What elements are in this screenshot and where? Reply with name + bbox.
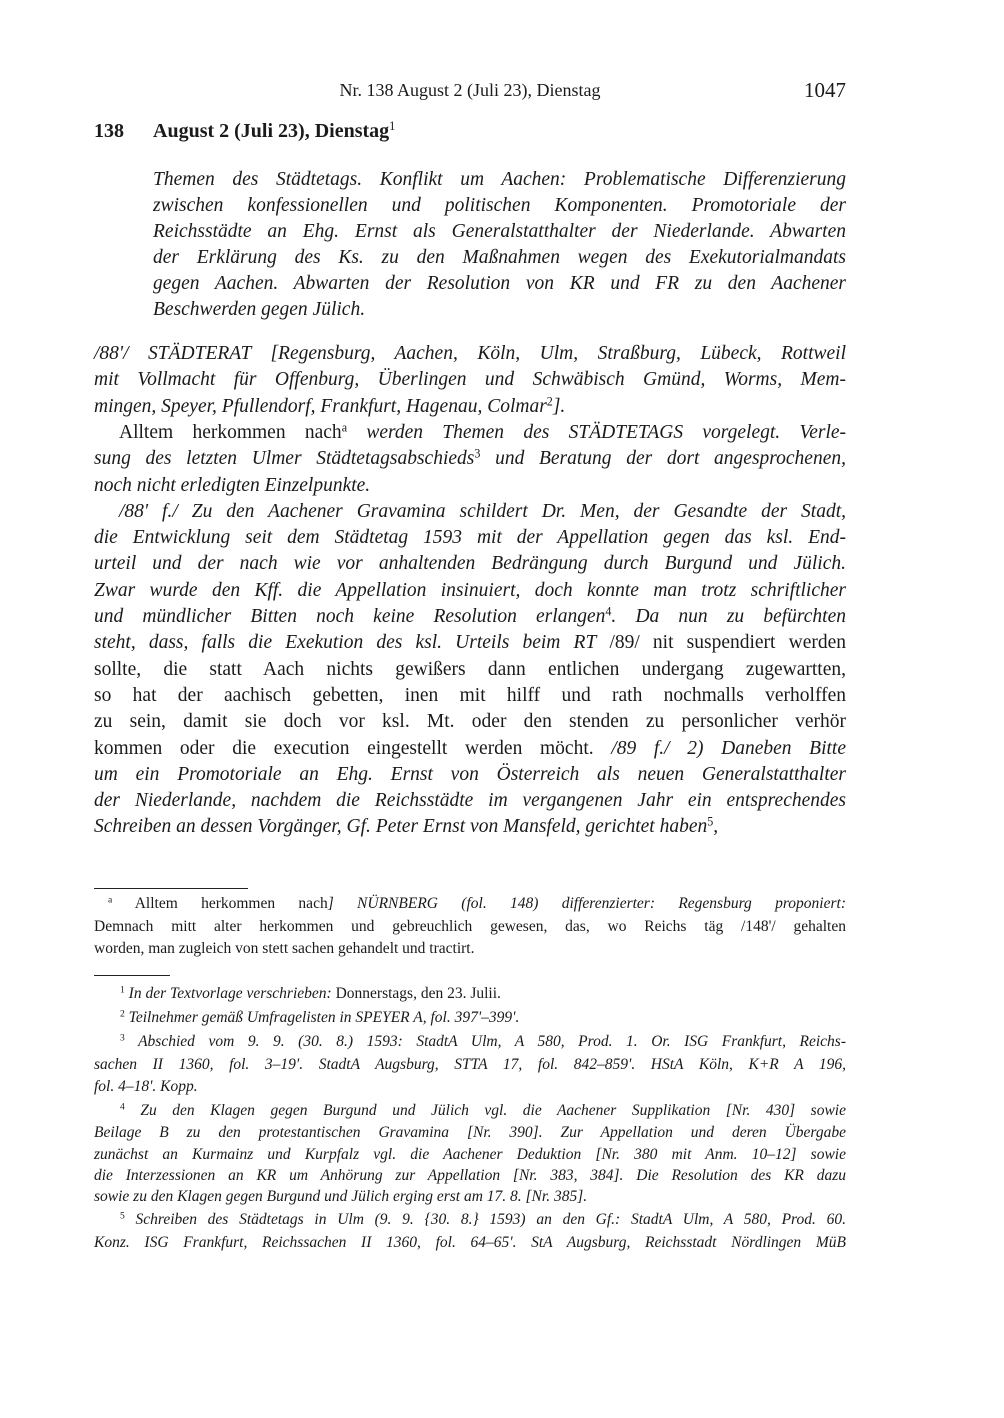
main-line: [94, 737, 846, 761]
note-marker: 5: [120, 1210, 125, 1222]
main-line: [94, 368, 846, 392]
footnotes-line: [94, 1077, 846, 1097]
main-line: [94, 789, 846, 813]
note-marker: 2: [120, 1008, 125, 1020]
main-line: [94, 474, 846, 498]
footnotes-line: [94, 1233, 846, 1253]
note-marker: 3: [474, 446, 481, 461]
summary-line: [153, 168, 846, 192]
main-line: [94, 342, 846, 366]
textual_notes-line: [94, 917, 846, 937]
text-segment: urteil und der nach wie vor anhaltenden Bedrängung durch Burgund und Jülich.: [94, 553, 846, 575]
text-segment: /88' f./ Zu den Aachener Gravamina schildert Dr. Men, der Gesandte der Stadt,: [119, 500, 846, 522]
note-marker: 4: [605, 604, 612, 619]
text-segment: Schreiben an dessen Vorgänger, Gf. Peter Ernst von Mansfeld, gerichtet haben: [94, 816, 708, 838]
main-line: [94, 526, 846, 550]
text-segment: sollte, die statt Aach nichts gewißers dann entlichen undergang zugewartten,: [94, 658, 846, 680]
document-heading: [94, 119, 396, 143]
note-marker: 3: [120, 1032, 125, 1044]
text-segment: sowie zu den Klagen gegen Burgund und Jülich erging erst am 17. 8. [Nr. 385].: [94, 1188, 588, 1205]
textual_notes-line: [108, 894, 846, 914]
text-segment: mit Vollmacht für Offenburg, Überlingen und Schwäbisch Gmünd, Worms, Mem-: [94, 369, 846, 391]
text-segment: gegen Aachen. Abwarten der Resolution von KR und FR zu den Aachener: [153, 273, 846, 294]
footnotes-line: [94, 1166, 846, 1186]
summary-line: [153, 272, 846, 296]
summary-line: [153, 298, 846, 322]
text-segment: der Erklärung des Ks. zu den Maßnahmen wegen des Exekutorialmandats: [153, 247, 846, 268]
text-segment: Reichsstädte an Ehg. Ernst als Generalstatthalter der Niederlande. Abwarten: [153, 221, 846, 242]
document-number: 138: [94, 120, 124, 142]
footnotes-line: [120, 1032, 846, 1052]
main-line: [94, 447, 846, 471]
text-segment: Teilnehmer gemäß Umfragelisten in SPEYER A, fol. 397'–399'.: [124, 1009, 520, 1026]
document-title-text: August 2 (Juli 23), Dienstag: [153, 120, 390, 142]
footnotes-rule: [94, 975, 170, 976]
footnotes-line: [120, 1210, 846, 1230]
summary-line: [153, 246, 846, 270]
main-line: [94, 631, 846, 655]
footnotes-line: [94, 1187, 846, 1207]
note-marker: 5: [707, 814, 714, 829]
note-marker: a: [108, 894, 113, 906]
note-marker: 4: [120, 1101, 125, 1113]
text-segment: mingen, Speyer, Pfullendorf, Frankfurt, Hagenau, Colmar: [94, 395, 547, 417]
text-segment: Konz. ISG Frankfurt, Reichssachen II 1360, fol. 64–65'. StA Augsburg, Reichsstadt Nördlingen MüB: [94, 1234, 846, 1251]
text-segment: die Entwicklung seit dem Städtetag 1593 mit der Appellation gegen das ksl. End-: [94, 527, 846, 549]
footnotes-line: [120, 1101, 846, 1121]
footnotes-line: [94, 1055, 846, 1075]
text-segment: Demnach mitt alter herkommen und gebreuchlich gewesen, das, wo Reichs täg /148'/ gehalten: [94, 917, 846, 935]
footnotes-line: [120, 984, 846, 1004]
text-segment: worden, man zugleich von stett sachen gehandelt und tractirt.: [94, 940, 475, 957]
text-segment: sung des letzten Ulmer Städtetagsabschieds: [94, 448, 475, 470]
document-title: [153, 120, 395, 143]
text-segment: /89 f./ 2) Daneben Bitte: [593, 737, 847, 759]
text-segment: die Interzessionen an KR um Anhörung zur Appellation [Nr. 383, 384]. Die Resolution des KR dazu: [94, 1167, 846, 1184]
text-segment: Schreiben des Städtetags in Ulm (9. 9. {30. 8.} 1593) an den Gf.: StadtA Ulm, A 580, Prod. 60.: [124, 1211, 846, 1228]
main-line: [94, 658, 846, 682]
summary-line: [153, 194, 846, 218]
text-segment: um ein Promotoriale an Ehg. Ernst von Österreich als neuen Generalstatthalter: [94, 763, 846, 785]
text-segment: /88'/ STÄDTERAT [Regensburg, Aachen, Köln, Ulm, Straßburg, Lübeck, Rottweil: [94, 343, 846, 364]
text-segment: ].: [552, 395, 566, 417]
footnotes-line: [94, 1145, 846, 1165]
summary-line: [153, 220, 846, 244]
text-segment: noch nicht erledigten Einzelpunkte.: [94, 474, 371, 496]
footnotes-line: [120, 1008, 846, 1028]
text-segment: zwischen konfessionellen und politischen Komponenten. Promotoriale der: [153, 195, 846, 216]
text-segment: so hat der aachisch gebetten, inen mit hilff und rath nochmalls verholffen: [94, 684, 846, 706]
main-line: [94, 395, 846, 419]
note-marker: 1: [120, 984, 125, 996]
main-line: [94, 815, 846, 839]
main-line: [94, 552, 846, 576]
text-segment: Alltem herkommen nach: [112, 895, 328, 912]
text-segment: und mündlicher Bitten noch keine Resolution erlangen: [94, 606, 606, 627]
note-marker: a: [341, 420, 348, 435]
main-line: [94, 684, 846, 708]
text-segment: zunächst an Kurmainz und Kurpfalz vgl. die Aachener Deduktion [Nr. 380 mit Anm. 10–12] sowie: [94, 1146, 846, 1163]
text-segment: fol. 4–18'. Kopp.: [94, 1078, 198, 1095]
text-segment: Beilage B zu den protestantischen Gravamina [Nr. 390]. Zur Appellation und deren Übergabe: [94, 1124, 846, 1141]
text-segment: Abschied vom 9. 9. (30. 8.) 1593: StadtA Ulm, A 580, Prod. 1. Or. ISG Frankfurt, Reichs-: [124, 1033, 846, 1050]
text-segment: Zwar wurde den Kff. die Appellation insinuiert, doch konnte man trotz schriftlicher: [94, 579, 846, 601]
footnote-ref: 1: [389, 119, 396, 134]
text-segment: zu sein, damit sie doch vor ksl. Mt. oder den stenden zu personlicher verhör: [94, 711, 846, 733]
text-segment: kommen oder die execution eingestellt werden möcht.: [94, 737, 594, 759]
running-title: Nr. 138 August 2 (Juli 23), Dienstag: [339, 80, 601, 100]
text-segment: ] NÜRNBERG (fol. 148) differenzierter: Regensburg proponiert:: [327, 895, 846, 912]
main-line: [94, 605, 846, 629]
text-segment: sachen II 1360, fol. 3–19'. StadtA Augsburg, STTA 17, fol. 842–859'. HStA Köln, K+R A 196,: [94, 1056, 846, 1073]
text-segment: der Niederlande, nachdem die Reichsstädte im vergangenen Jahr ein entsprechendes: [94, 790, 846, 812]
text-segment: ,: [713, 816, 719, 838]
text-segment: werden Themen des STÄDTETAGS vorgelegt. Verle-: [347, 421, 847, 443]
text-segment: /89/ nit suspendiert werden: [596, 632, 846, 654]
text-segment: steht, dass, falls die Exekution des ksl. Urteils beim RT: [94, 632, 597, 654]
note-marker: 2: [546, 393, 553, 408]
main-line: [119, 421, 846, 445]
text-segment: Alltem herkommen nach: [119, 421, 342, 443]
text-segment: Themen des Städtetags. Konflikt um Aachen: Problematische Differenzierung: [153, 169, 846, 190]
main-line: [94, 763, 846, 787]
text-segment: Zu den Klagen gegen Burgund und Jülich vgl. die Aachener Supplikation [Nr. 430] sowie: [124, 1102, 846, 1119]
text-segment: Donnerstags, den 23. Julii.: [331, 985, 501, 1002]
text-segment: . Da nun zu befürchten: [611, 606, 846, 627]
text-segment: und Beratung der dort angesprochenen,: [480, 448, 846, 470]
main-line: [119, 500, 846, 524]
textual-notes-rule: [94, 888, 248, 889]
text-segment: Beschwerden gegen Jülich.: [153, 299, 366, 320]
page-number: 1047: [804, 78, 846, 102]
textual_notes-line: [94, 939, 846, 959]
footnotes-line: [94, 1123, 846, 1143]
main-line: [94, 710, 846, 734]
main-line: [94, 579, 846, 603]
text-segment: In der Textvorlage verschrieben:: [124, 985, 332, 1002]
